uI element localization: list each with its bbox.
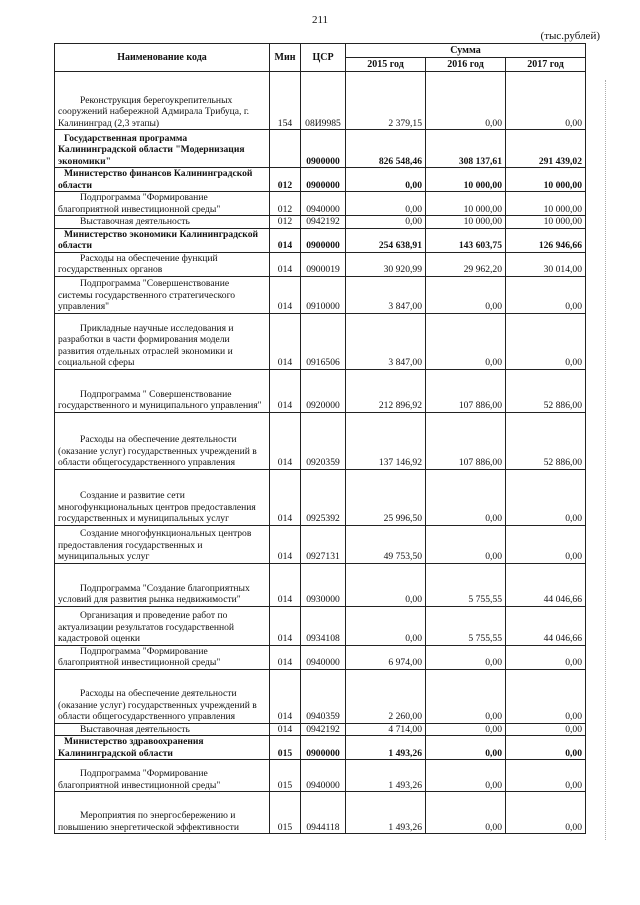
table-row: [55, 760, 586, 792]
row-min: [270, 130, 301, 168]
row-2016: 5 755,55: [426, 606, 506, 645]
table-row: [55, 469, 586, 525]
row-min: 154: [270, 72, 301, 130]
row-2016: 10 000,00: [426, 216, 506, 229]
header-2015: 2015 год: [346, 58, 426, 72]
row-name: Расходы на обеспечение функций государственных органов: [55, 252, 270, 276]
row-2015: 0,00: [346, 192, 426, 216]
header-min: Мин: [270, 44, 301, 72]
row-2017: 126 946,66: [506, 228, 586, 252]
row-name: Подпрограмма "Формирование благоприятной инвестиционной среды": [55, 192, 270, 216]
table-row: [55, 669, 586, 723]
row-csr: 0942192: [301, 723, 346, 736]
row-name: Государственная программа Калининградской области "Модернизация экономики": [55, 130, 270, 168]
row-2016: 0,00: [426, 276, 506, 313]
row-2016: 0,00: [426, 525, 506, 563]
row-2017: 44 046,66: [506, 606, 586, 645]
row-csr: 0940000: [301, 760, 346, 792]
row-name: Расходы на обеспечение деятельности (оказание услуг) государственных учреждений в области общегосударственного управления: [55, 412, 270, 469]
row-2015: 3 847,00: [346, 313, 426, 369]
row-csr: 0900000: [301, 228, 346, 252]
row-min: 014: [270, 723, 301, 736]
row-2016: 0,00: [426, 669, 506, 723]
row-2017: 0,00: [506, 792, 586, 834]
row-2017: 291 439,02: [506, 130, 586, 168]
table-row: [55, 72, 586, 130]
row-min: 012: [270, 216, 301, 229]
row-2015: 212 896,92: [346, 369, 426, 412]
row-2015: 0,00: [346, 216, 426, 229]
row-2017: 44 046,66: [506, 563, 586, 606]
row-min: 014: [270, 252, 301, 276]
row-2017: 0,00: [506, 313, 586, 369]
row-2015: 2 379,15: [346, 72, 426, 130]
scan-edge: [605, 80, 607, 840]
row-2017: 0,00: [506, 760, 586, 792]
header-2017: 2017 год: [506, 58, 586, 72]
table-row: [55, 276, 586, 313]
row-2015: 826 548,46: [346, 130, 426, 168]
row-csr: 0900000: [301, 168, 346, 192]
row-2016: 107 886,00: [426, 412, 506, 469]
row-csr: 08И9985: [301, 72, 346, 130]
row-name: Выставочная деятельность: [55, 216, 270, 229]
table-row: [55, 606, 586, 645]
page-number: 211: [311, 14, 329, 26]
row-2016: 0,00: [426, 760, 506, 792]
row-min: 014: [270, 525, 301, 563]
row-csr: 0925392: [301, 469, 346, 525]
row-name: Министерство финансов Калининградской области: [55, 168, 270, 192]
row-name: Создание многофункциональных центров предоставления государственных и муниципальных услуг: [55, 525, 270, 563]
row-2016: 29 962,20: [426, 252, 506, 276]
table-row: [55, 216, 586, 229]
row-csr: 0940359: [301, 669, 346, 723]
row-csr: 0940000: [301, 192, 346, 216]
row-min: 014: [270, 369, 301, 412]
table-row: [55, 192, 586, 216]
row-2017: 10 000,00: [506, 192, 586, 216]
row-min: 012: [270, 192, 301, 216]
row-2015: 25 996,50: [346, 469, 426, 525]
row-min: 014: [270, 313, 301, 369]
row-2017: 0,00: [506, 736, 586, 760]
table-row: [55, 412, 586, 469]
row-name: Реконструкция берегоукрепительных сооружений набережной Адмирала Трибуца, г. Калининград (2,3 этапы): [55, 72, 270, 130]
row-csr: 0916506: [301, 313, 346, 369]
row-name: Подпрограмма "Совершенствование системы государственного стратегического управления": [55, 276, 270, 313]
row-2017: 10 000,00: [506, 216, 586, 229]
row-name: Подпрограмма "Создание благоприятных условий для развития рынка недвижимости": [55, 563, 270, 606]
header-csr: ЦСР: [301, 44, 346, 72]
row-min: 014: [270, 645, 301, 669]
row-2015: 137 146,92: [346, 412, 426, 469]
row-2017: 10 000,00: [506, 168, 586, 192]
row-2016: 107 886,00: [426, 369, 506, 412]
row-2015: 1 493,26: [346, 736, 426, 760]
row-2017: 52 886,00: [506, 369, 586, 412]
row-csr: 0934108: [301, 606, 346, 645]
row-min: 015: [270, 736, 301, 760]
row-2015: 0,00: [346, 606, 426, 645]
row-2017: 52 886,00: [506, 412, 586, 469]
row-name: Министерство экономики Калининградской области: [55, 228, 270, 252]
table-row: [55, 792, 586, 834]
header-2016: 2016 год: [426, 58, 506, 72]
row-csr: 0940000: [301, 645, 346, 669]
row-2015: 0,00: [346, 563, 426, 606]
row-2017: 0,00: [506, 525, 586, 563]
row-csr: 0920000: [301, 369, 346, 412]
row-name: Мероприятия по энергосбережению и повышению энергетической эффективности: [55, 792, 270, 834]
row-2015: 6 974,00: [346, 645, 426, 669]
row-min: 014: [270, 276, 301, 313]
row-name: Министерство здравоохранения Калининградской области: [55, 736, 270, 760]
row-csr: 0944118: [301, 792, 346, 834]
table-row: [55, 252, 586, 276]
row-2015: 3 847,00: [346, 276, 426, 313]
row-2016: 0,00: [426, 723, 506, 736]
row-csr: 0927131: [301, 525, 346, 563]
header-name: Наименование кода: [55, 44, 270, 72]
row-name: Создание и развитие сети многофункциональных центров предоставления государственных и муниципальных услуг: [55, 469, 270, 525]
row-2015: 1 493,26: [346, 792, 426, 834]
row-2016: 0,00: [426, 313, 506, 369]
row-min: 015: [270, 792, 301, 834]
row-2017: 0,00: [506, 469, 586, 525]
row-2015: 1 493,26: [346, 760, 426, 792]
row-name: Подпрограмма " Совершенствование государственного и муниципального управления": [55, 369, 270, 412]
row-name: Организация и проведение работ по актуализации результатов государственной кадастровой оценки: [55, 606, 270, 645]
row-2017: 0,00: [506, 276, 586, 313]
table-row: [55, 525, 586, 563]
table-row: [55, 736, 586, 760]
row-2016: 0,00: [426, 792, 506, 834]
row-min: 015: [270, 760, 301, 792]
row-name: Расходы на обеспечение деятельности (оказание услуг) государственных учреждений в области общегосударственного управления: [55, 669, 270, 723]
row-2015: 0,00: [346, 168, 426, 192]
row-2016: 10 000,00: [426, 192, 506, 216]
row-2015: 2 260,00: [346, 669, 426, 723]
row-2017: 0,00: [506, 645, 586, 669]
row-min: 014: [270, 228, 301, 252]
table-row: [55, 645, 586, 669]
table-row: [55, 563, 586, 606]
table-row: [55, 228, 586, 252]
row-2015: 49 753,50: [346, 525, 426, 563]
row-min: 014: [270, 469, 301, 525]
row-2016: 0,00: [426, 469, 506, 525]
row-min: 012: [270, 168, 301, 192]
unit-label: (тыс.рублей): [540, 30, 600, 42]
row-csr: 0920359: [301, 412, 346, 469]
row-csr: 0942192: [301, 216, 346, 229]
row-min: 014: [270, 412, 301, 469]
row-2017: 30 014,00: [506, 252, 586, 276]
row-csr: 0930000: [301, 563, 346, 606]
row-csr: 0900019: [301, 252, 346, 276]
table-row: [55, 313, 586, 369]
row-name: Выставочная деятельность: [55, 723, 270, 736]
row-2016: 143 603,75: [426, 228, 506, 252]
row-2016: 308 137,61: [426, 130, 506, 168]
row-name: Прикладные научные исследования и разработки в части формирования модели развития отдельных отраслей экономики и социальной сферы: [55, 313, 270, 369]
row-2015: 30 920,99: [346, 252, 426, 276]
row-2017: 0,00: [506, 723, 586, 736]
table-row: [55, 130, 586, 168]
row-2015: 4 714,00: [346, 723, 426, 736]
row-csr: 0900000: [301, 736, 346, 760]
row-2015: 254 638,91: [346, 228, 426, 252]
row-name: Подпрограмма "Формирование благоприятной инвестиционной среды": [55, 645, 270, 669]
budget-table: [54, 43, 586, 834]
row-2017: 0,00: [506, 669, 586, 723]
header-sum: Сумма: [346, 44, 586, 58]
row-2016: 10 000,00: [426, 168, 506, 192]
row-2016: 0,00: [426, 72, 506, 130]
row-2017: 0,00: [506, 72, 586, 130]
row-2016: 0,00: [426, 736, 506, 760]
table-row: [55, 369, 586, 412]
row-csr: 0910000: [301, 276, 346, 313]
row-2016: 0,00: [426, 645, 506, 669]
row-min: 014: [270, 563, 301, 606]
row-2016: 5 755,55: [426, 563, 506, 606]
table-row: [55, 168, 586, 192]
row-name: Подпрограмма "Формирование благоприятной инвестиционной среды": [55, 760, 270, 792]
table-row: [55, 723, 586, 736]
row-min: 014: [270, 606, 301, 645]
row-csr: 0900000: [301, 130, 346, 168]
row-min: 014: [270, 669, 301, 723]
